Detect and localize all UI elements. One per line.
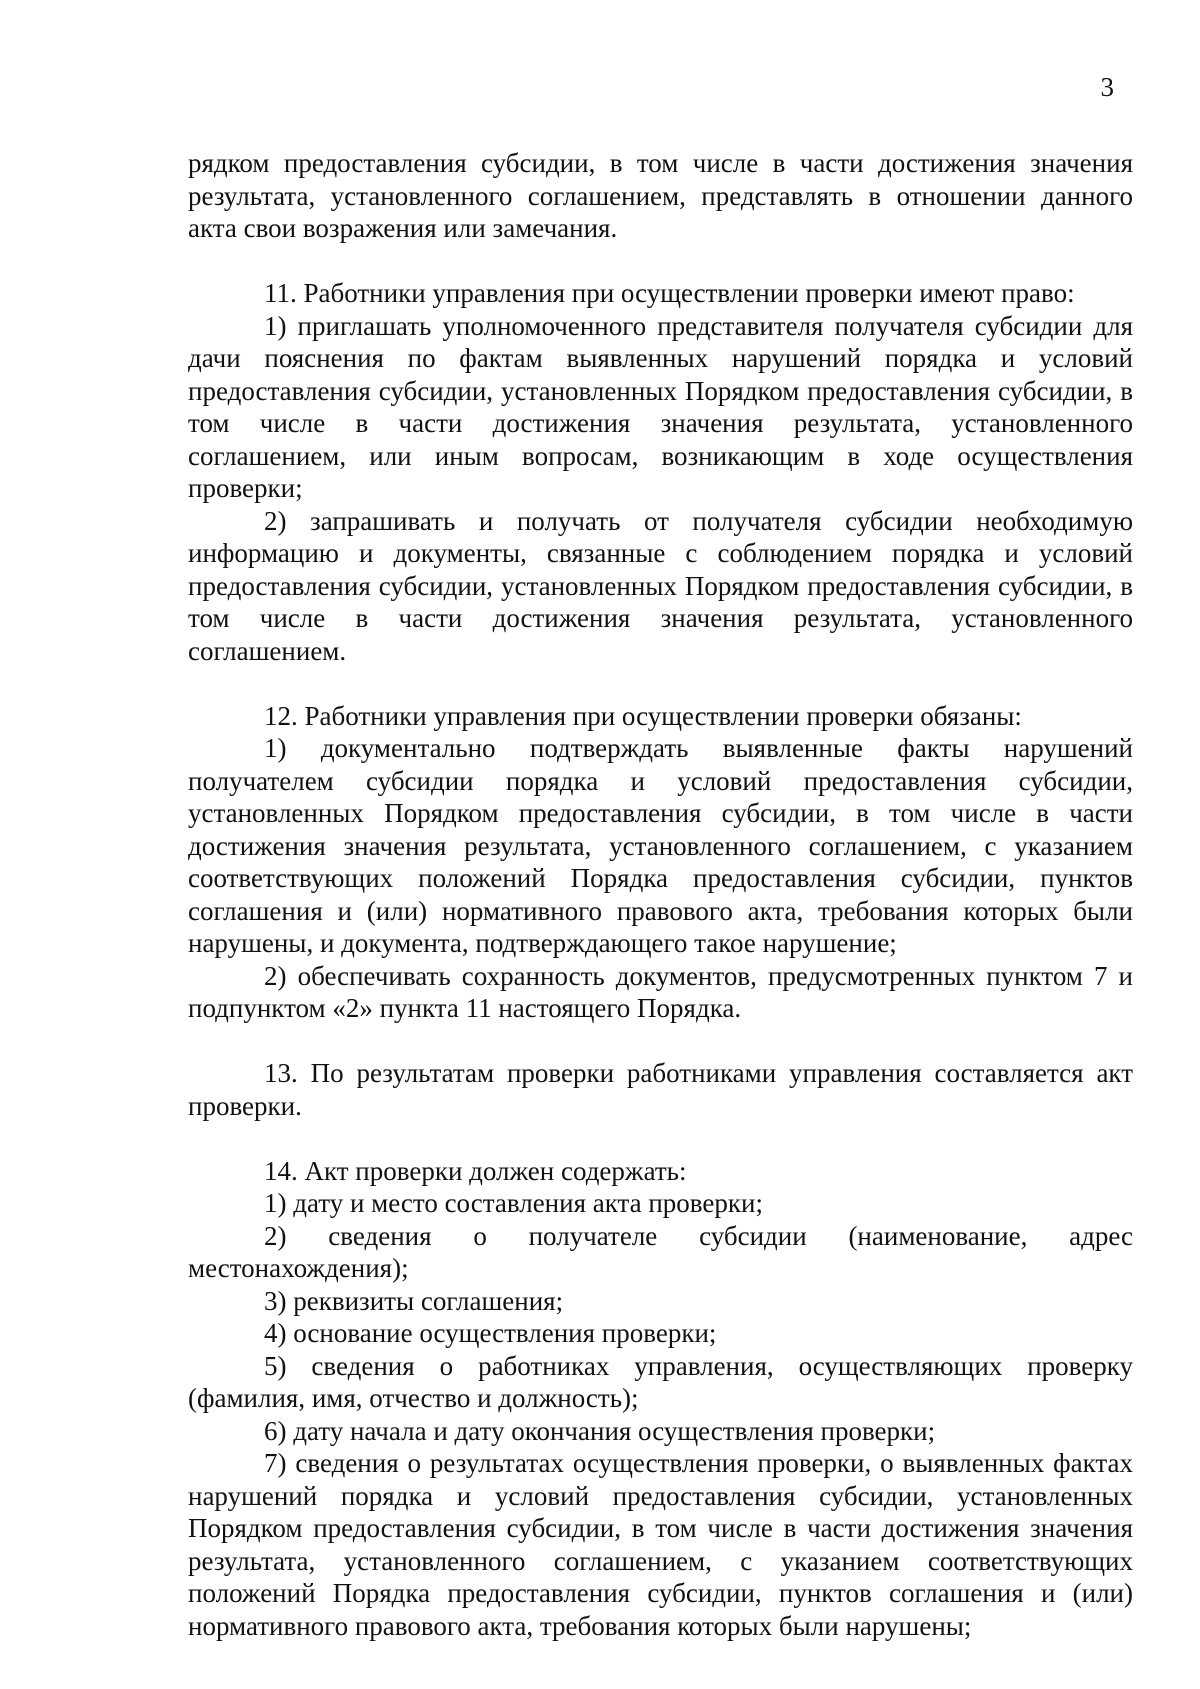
paragraph-clause-12-item-2: 2) обеспечивать сохранность документов, предусмотренных пунктом 7 и подпунктом «2» пункта 11 настоящего Порядка. [188,960,1133,1023]
paragraph-clause-14-item-3: 3) реквизиты соглашения; [264,1285,564,1316]
paragraph-clause-14-item-5: 5) сведения о работниках управления, осуществляющих проверку (фамилия, имя, отчество и должность); [188,1350,1133,1413]
paragraph-clause-14-item-7: 7) сведения о результатах осуществления проверки, о выявленных фактах нарушений порядка и условий предоставления субсидии, установленных Порядком предоставления субсидии, в том числе в части достижения значения результата, установленного соглашением, с указанием соответствующих положений Порядка предоставления субсидии, пунктов соглашения и (или) нормативного правового акта, требования которых были нарушены; [188,1448,1133,1641]
paragraph-clause-14: 14. Акт проверки должен содержать: [264,1155,687,1186]
paragraph-continuation: рядком предоставления субсидии, в том числе в части достижения значения результата, установленного соглашением, представлять в отношении данного акта свои возражения или замечания. [188,148,1133,243]
paragraph-clause-14-item-4: 4) основание осуществления проверки; [264,1318,717,1348]
paragraph-clause-14-item-1: 1) дату и место составления акта проверки; [264,1188,763,1218]
paragraph-clause-14-item-6: 6) дату начала и дату окончания осуществления проверки; [264,1415,936,1446]
page-number: 3 [1100,72,1114,102]
paragraph-clause-11-item-2: 2) запрашивать и получать от получателя субсидии необходимую информацию и документы, связанные с соблюдением порядка и условий предоставления субсидии, установленных Порядком предоставления субсидии, в том числе в части достижения значения результата, установленного соглашением. [188,505,1133,666]
paragraph-clause-13: 13. По результатам проверки работниками управления составляется акт проверки. [188,1058,1133,1121]
paragraph-clause-12: 12. Работники управления при осуществлении проверки обязаны: [264,700,1022,731]
paragraph-clause-11-item-1: 1) приглашать уполномоченного представителя получателя субсидии для дачи пояснения по фактам выявленных нарушений порядка и условий предоставления субсидии, установленных Порядком предоставления субсидии, в том числе в части достижения значения результата, установленного соглашением, или иным вопросам, возникающим в ходе осуществления проверки; [188,310,1133,503]
paragraph-clause-14-item-2: 2) сведения о получателе субсидии (наименование, адрес местонахождения); [188,1220,1133,1283]
paragraph-clause-12-item-1: 1) документально подтверждать выявленные факты нарушений получателем субсидии порядка и условий предоставления субсидии, установленных Порядком предоставления субсидии, в том числе в части достижения значения результата, установленного соглашением, с указанием соответствующих положений Порядка предоставления субсидии, пунктов соглашения и (или) нормативного правового акта, требования которых были нарушены, и документа, подтверждающего такое нарушение; [188,733,1133,958]
document-body [188,147,1133,1642]
paragraph-clause-11: 11. Работники управления при осуществлении проверки имеют право: [264,278,1075,308]
